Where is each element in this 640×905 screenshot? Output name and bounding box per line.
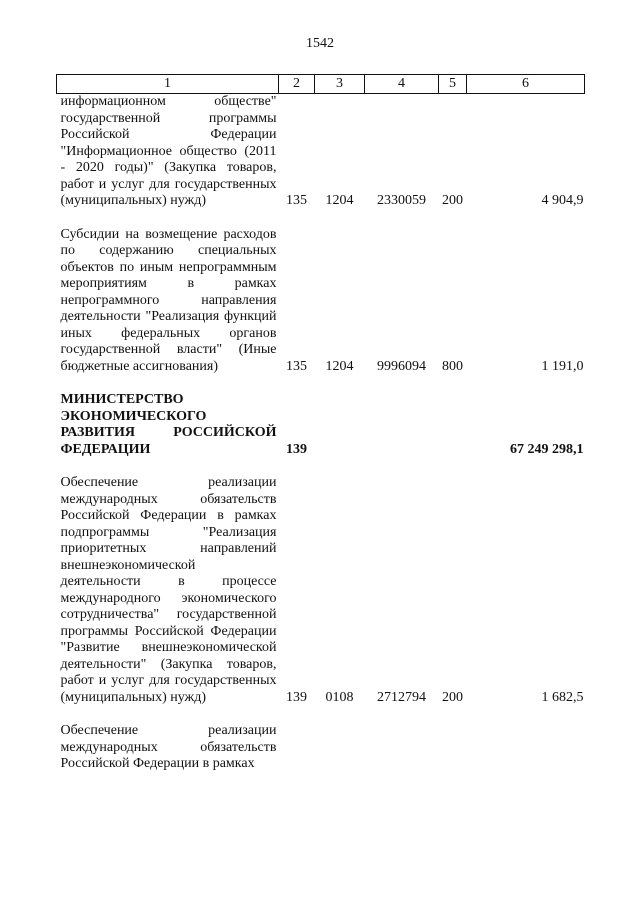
column-header-1: 1 bbox=[57, 75, 279, 94]
row-code-expense-type: 800 bbox=[442, 358, 463, 374]
ministry-total-amount: 67 249 298,1 bbox=[510, 441, 584, 457]
row-code-target: 2712794 bbox=[377, 689, 426, 705]
table-row-ministry bbox=[57, 392, 585, 458]
row-code-ministry: 139 bbox=[286, 441, 307, 457]
row-description: Обеспечение реализации международных обязательств Российской Федерации в рамках подпрограммы "Реализация приоритетных направлений внешнеэкономической деятельности в процессе международного экономического сотрудничества" государственной программы Российской Федерации "Развитие внешнеэкономической деятельности" (Закупка товаров, работ и услуг для государственных (муниципальных) нужд) bbox=[60, 475, 277, 705]
row-code-ministry bbox=[279, 723, 315, 773]
row-amount: 1 682,5 bbox=[541, 689, 584, 705]
column-header-6: 6 bbox=[467, 75, 585, 94]
row-amount: 1 191,0 bbox=[541, 358, 584, 374]
row-code-target bbox=[365, 392, 439, 458]
table-row bbox=[57, 475, 585, 706]
row-description: информационном обществе" государственной программы Российской Федерации "Информационное общество (2011 - 2020 годы)" (Закупка товаров, работ и услуг для государственных (муниципальных) нужд) bbox=[60, 94, 277, 208]
row-spacer bbox=[57, 706, 585, 723]
table-row bbox=[57, 723, 585, 773]
row-code-expense-type bbox=[439, 723, 467, 773]
row-code-ministry: 135 bbox=[286, 193, 307, 208]
ministry-name: МИНИСТЕРСТВО ЭКОНОМИЧЕСКОГО РАЗВИТИЯ РОССИЙСКОЙ ФЕДЕРАЦИИ bbox=[60, 392, 277, 457]
row-amount bbox=[467, 723, 585, 773]
row-code-expense-type: 200 bbox=[442, 193, 463, 208]
column-number-header bbox=[57, 75, 585, 94]
row-code-section: 1204 bbox=[325, 193, 354, 208]
table-row bbox=[57, 227, 585, 376]
row-spacer bbox=[57, 458, 585, 475]
row-code-expense-type: 200 bbox=[442, 689, 463, 705]
column-header-2: 2 bbox=[279, 75, 315, 94]
row-code-section: 1204 bbox=[325, 358, 354, 374]
table-row bbox=[57, 94, 585, 210]
row-code-section bbox=[315, 723, 365, 773]
row-code-expense-type bbox=[439, 392, 467, 458]
row-code-target: 2330059 bbox=[377, 193, 426, 208]
row-code-section bbox=[315, 392, 365, 458]
row-amount: 4 904,9 bbox=[541, 193, 584, 208]
budget-table bbox=[56, 74, 585, 773]
row-spacer bbox=[57, 375, 585, 392]
row-description: Обеспечение реализации международных обязательств Российской Федерации в рамках bbox=[60, 723, 277, 771]
row-code-target: 9996094 bbox=[377, 358, 426, 374]
row-code-ministry: 135 bbox=[286, 358, 307, 374]
column-header-3: 3 bbox=[315, 75, 365, 94]
row-description: Субсидии на возмещение расходов по содержанию специальных объектов по иным непрограммным мероприятиям в рамках непрограммного направления деятельности "Реализация функций иных федеральных органов государственной власти" (Иные бюджетные ассигнования) bbox=[60, 226, 277, 374]
column-header-5: 5 bbox=[439, 75, 467, 94]
page-number: 1542 bbox=[306, 36, 334, 51]
column-header-4: 4 bbox=[365, 75, 439, 94]
row-code-ministry: 139 bbox=[286, 689, 307, 705]
row-code-section: 0108 bbox=[325, 689, 354, 705]
row-code-target bbox=[365, 723, 439, 773]
row-spacer bbox=[57, 210, 585, 227]
